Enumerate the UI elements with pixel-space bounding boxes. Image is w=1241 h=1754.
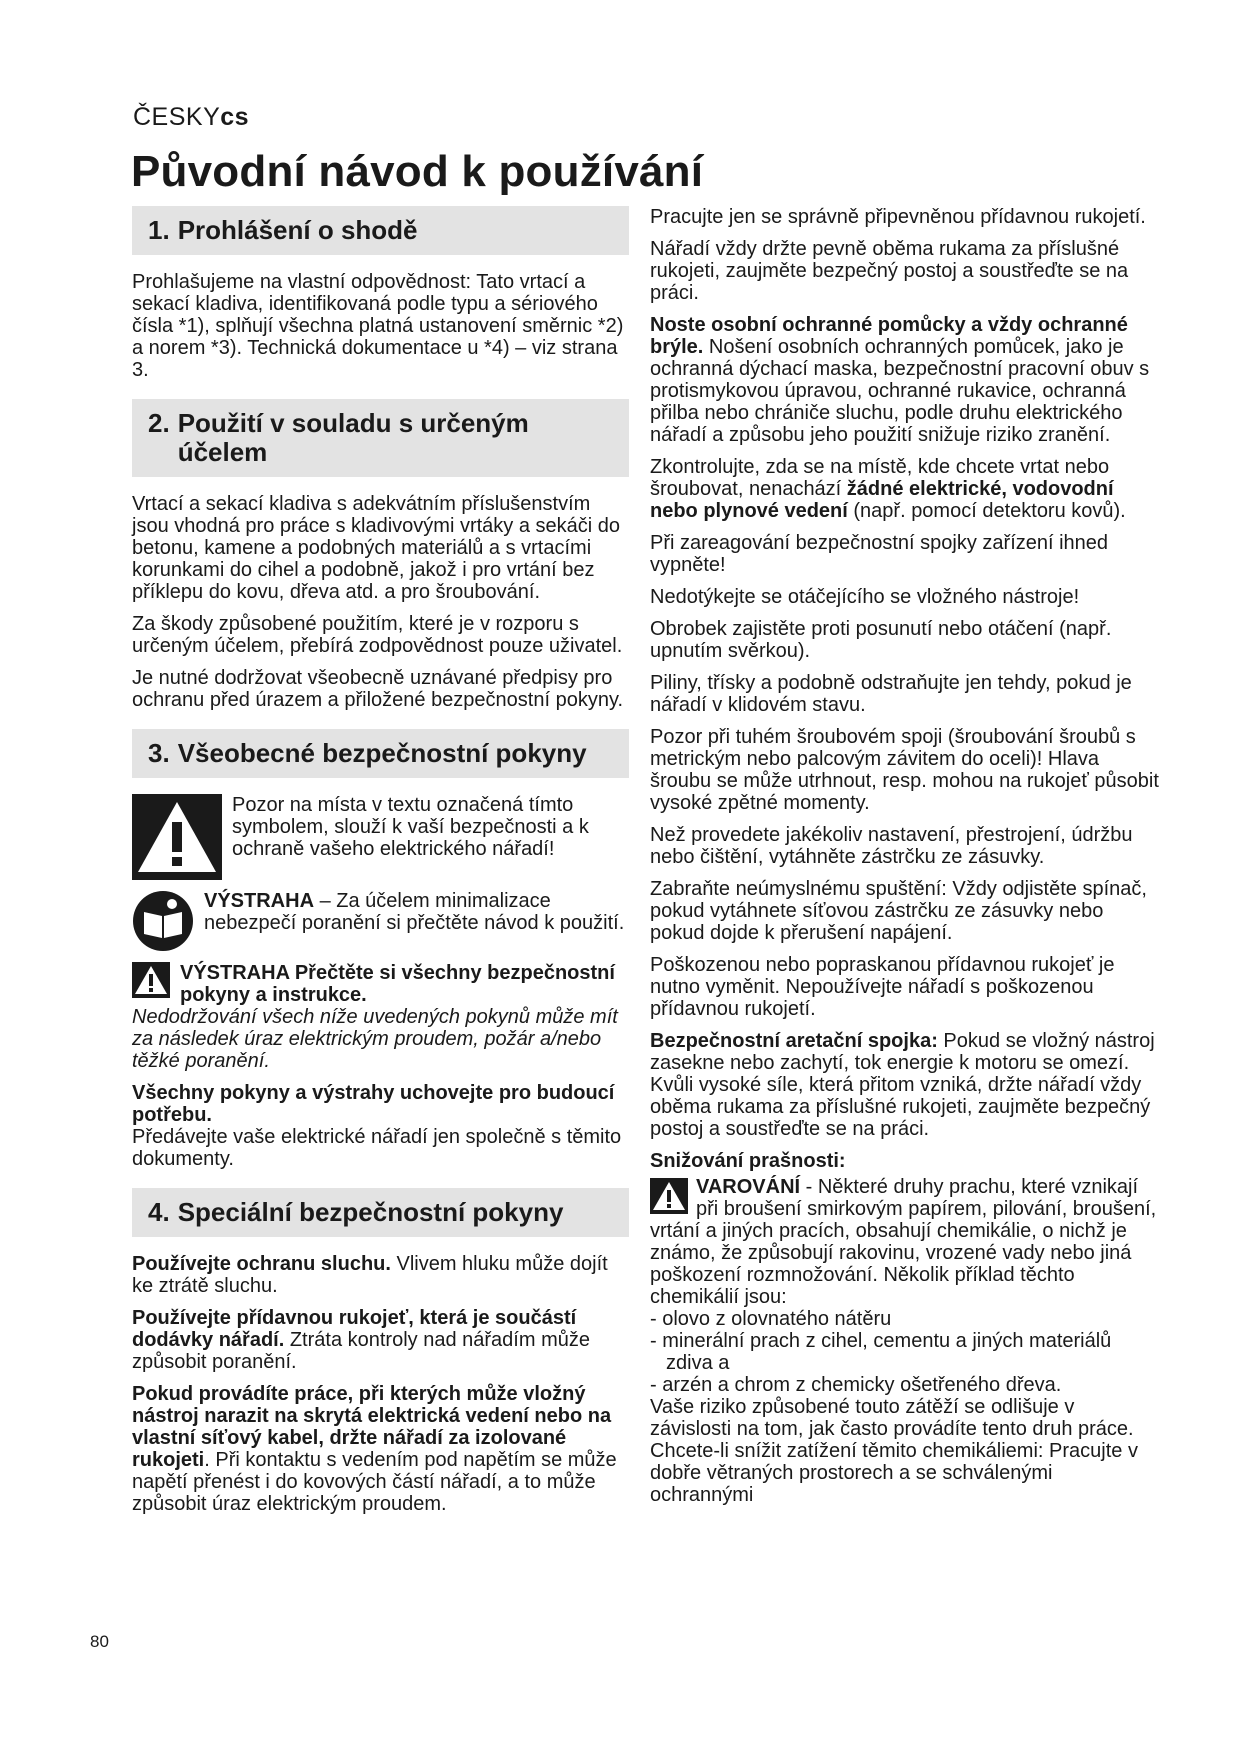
dust-warning	[650, 1176, 1160, 1308]
language-name: ČESKY	[133, 103, 221, 131]
warning-triangle-icon	[132, 794, 222, 880]
section-2-heading	[132, 399, 629, 477]
page-title: Původní návod k používání	[131, 147, 704, 196]
right-paragraph-9: Pozor při tuhém šroubovém spoji (šroubování šroubů s metrickým nebo palcovým závitem do oceli)! Hlava šroubu se může utrhnout, resp. mohou na rukojeť působit vysoké zpětné momenty.	[650, 726, 1159, 814]
hearing-protection-body: Vlivem hluku může dojít ke ztrátě sluchu.	[132, 1253, 608, 1297]
hidden-wiring-body: . Při kontaktu s vedením pod napětím se může napětí přenést i do kovových částí nářadí, a to může způsobit úraz elektrickým proudem.	[132, 1449, 617, 1515]
left-column	[132, 206, 629, 1525]
keep-instructions-title: Všechny pokyny a výstrahy uchovejte pro budoucí potřebu.	[132, 1082, 615, 1126]
language-code: cs	[220, 103, 250, 131]
read-manual-body: – Za účelem minimalizace nebezpečí poranění si přečtěte návod k použití.	[204, 890, 625, 934]
symbol-note	[132, 794, 629, 880]
aux-handle-body: Ztráta kontroly nad nářadím může způsobit poranění.	[132, 1329, 590, 1373]
list-item: - olovo z olovnatého nátěru	[650, 1308, 892, 1330]
language-label	[133, 103, 249, 132]
ppe-body: Nošení osobních ochranných pomůcek, jako je ochranná dýchací maska, bezpečnostní pracovní obuv s protismykovou úpravou, ochranné rukavice, ochranná přilba nebo chrániče sluchu, podle druhu elektrického nářadí a způsobu jeho použití snižuje riziko zranění.	[650, 336, 1150, 446]
warning-triangle-small-icon	[650, 1178, 688, 1214]
right-paragraph-3	[650, 314, 1160, 446]
section-number: 4.	[148, 1197, 170, 1227]
dust-warning-label: VAROVÁNÍ	[696, 1176, 801, 1198]
right-paragraph-11: Zabraňte neúmyslnému spuštění: Vždy odjistěte spínač, pokud vytáhnete síťovou zástrčku ze zásuvky nebo pokud dojde k přerušení napájení.	[650, 878, 1147, 944]
section-3-heading	[132, 729, 629, 778]
symbol-note-text: Pozor na místa v textu označená tímto symbolem, slouží k vaší bezpečnosti a k ochraně vašeho elektrického nářadí!	[232, 794, 589, 860]
ppe-title: Noste osobní ochranné pomůcky a vždy ochranné brýle.	[650, 314, 1128, 358]
hidden-wiring-paragraph	[132, 1383, 629, 1515]
regulations-paragraph: Je nutné dodržovat všeobecně uznávané předpisy pro ochranu před úrazem a přiložené bezpečnostní pokyny.	[132, 667, 624, 711]
right-paragraph-1: Pracujte jen se správně připevněnou přídavnou rukojetí.	[650, 206, 1146, 228]
general-warning	[132, 962, 629, 1006]
utilities-text-end: (např. pomocí detektoru kovů).	[847, 500, 1126, 522]
section-number: 1.	[148, 215, 170, 245]
keep-instructions-text: Předávejte vaše elektrické nářadí jen společně s těmito dokumenty.	[132, 1126, 622, 1170]
hearing-protection-title: Používejte ochranu sluchu.	[132, 1253, 391, 1275]
section-title: Prohlášení o shodě	[177, 215, 418, 245]
section-number: 3.	[148, 738, 170, 768]
intended-use-paragraph: Vrtací a sekací kladiva s adekvátním příslušenstvím jsou vhodná pro práce s kladivovými vrtáky a sekáči do betonu, kamene a podobných materiálů a s vrtacími korunkami do cihel a podobně, jakož i pro vrtání bez příklepu do kovu, dřeva atd. a pro šroubování.	[132, 493, 621, 603]
list-item: - minerální prach z cihel, cementu a jiných materiálů zdiva a	[650, 1330, 1112, 1374]
dust-closing-paragraph: Vaše riziko způsobené touto zátěží se odlišuje v závislosti na tom, jak často provádíte tento druh práce. Chcete-li snížit zatížení těmito chemikáliemi: Pracujte v dobře větraných prostorech a se schválenými ochrannými	[650, 1396, 1138, 1506]
declaration-paragraph: Prohlašujeme na vlastní odpovědnost: Tato vrtací a sekací kladiva, identifikovaná podle typu a sériového čísla *1), splňují všechna platná ustanovení směrnic *2) a norem *3). Technická dokumentace u *4) – viz strana 3.	[132, 271, 624, 381]
dust-warning-body: - Některé druhy prachu, které vznikají při broušení smirkovým papírem, pilování, broušení, vrtání a jiných pracích, obsahují chemikálie, o nichž je známo, že způsobují rakovinu, vrozené vady nebo jiná poškození rozmnožování. Několik příklad těchto chemikálií jsou:	[650, 1176, 1157, 1308]
right-paragraph-7: Obrobek zajistěte proti posunutí nebo otáčení (např. upnutím svěrkou).	[650, 618, 1112, 662]
section-1-heading	[132, 206, 629, 255]
right-paragraph-10: Než provedete jakékoliv nastavení, přestrojení, údržbu nebo čištění, vytáhněte zástrčku ze zásuvky.	[650, 824, 1133, 868]
dust-heading: Snižování prašnosti:	[650, 1150, 846, 1172]
right-paragraph-5: Při zareagování bezpečnostní spojky zařízení ihned vypněte!	[650, 532, 1109, 576]
read-manual-note	[132, 890, 629, 952]
right-paragraph-13	[650, 1030, 1160, 1140]
hidden-wiring-title: Pokud provádíte práce, při kterých může vložný nástroj narazit na skrytá elektrická vedení nebo na vlastní síťový kabel, držte nářadí za izolované rukojeti	[132, 1383, 612, 1471]
page-number: 80	[90, 1632, 109, 1651]
warning-label: VÝSTRAHA	[204, 890, 315, 912]
section-number: 2.	[148, 408, 170, 438]
right-paragraph-12: Poškozenou nebo popraskanou přídavnou rukojeť je nutno vyměnit. Nepoužívejte nářadí s poškozenou přídavnou rukojetí.	[650, 954, 1115, 1020]
section-title: Všeobecné bezpečnostní pokyny	[177, 738, 587, 768]
right-paragraph-8: Piliny, třísky a podobně odstraňujte jen tehdy, pokud je nářadí v klidovém stavu.	[650, 672, 1132, 716]
right-column	[650, 206, 1160, 1516]
section-title: Speciální bezpečnostní pokyny	[177, 1197, 564, 1227]
general-warning-title: VÝSTRAHA Přečtěte si všechny bezpečnostní pokyny a instrukce.	[180, 962, 615, 1006]
general-warning-text: Nedodržování všech níže uvedených pokynů může mít za následek úraz elektrickým proudem, požár a/nebo těžké poranění.	[132, 1006, 618, 1072]
clutch-body: Pokud se vložný nástroj zasekne nebo zachytí, tok energie k motoru se omezí. Kvůli vysoké síle, která přitom vzniká, držte nářadí vždy oběma rukama za příslušné rukojeti, zaujměte bezpečný postoj a soustřeďte se na práci.	[650, 1030, 1155, 1140]
section-title: Použití v souladu s určeným účelem	[177, 408, 529, 467]
right-paragraph-6: Nedotýkejte se otáčejícího se vložného nástroje!	[650, 586, 1080, 608]
utilities-bold: žádné elektrické, vodovodní nebo plynové vedení	[650, 478, 1114, 522]
clutch-title: Bezpečnostní aretační spojka:	[650, 1030, 938, 1052]
read-manual-text	[204, 890, 629, 934]
utilities-text-start: Zkontrolujte, zda se na místě, kde chcete vrtat nebo šroubovat, nenachází	[650, 456, 1110, 500]
aux-handle-paragraph	[132, 1307, 629, 1373]
liability-paragraph: Za škody způsobené použitím, které je v rozporu s určeným účelem, přebírá zodpovědnost pouze uživatel.	[132, 613, 623, 657]
warning-triangle-small-icon	[132, 962, 170, 998]
dust-warning-text	[650, 1176, 1160, 1308]
hearing-protection-paragraph	[132, 1253, 629, 1297]
section-4-heading	[132, 1188, 629, 1237]
aux-handle-title: Používejte přídavnou rukojeť, která je součástí dodávky nářadí.	[132, 1307, 577, 1351]
list-item: - arzén a chrom z chemicky ošetřeného dřeva.	[650, 1374, 1062, 1396]
right-paragraph-2: Nářadí vždy držte pevně oběma rukama za příslušné rukojeti, zaujměte bezpečný postoj a soustřeďte se na práci.	[650, 238, 1129, 304]
read-manual-icon	[132, 890, 194, 952]
right-paragraph-4	[650, 456, 1160, 522]
